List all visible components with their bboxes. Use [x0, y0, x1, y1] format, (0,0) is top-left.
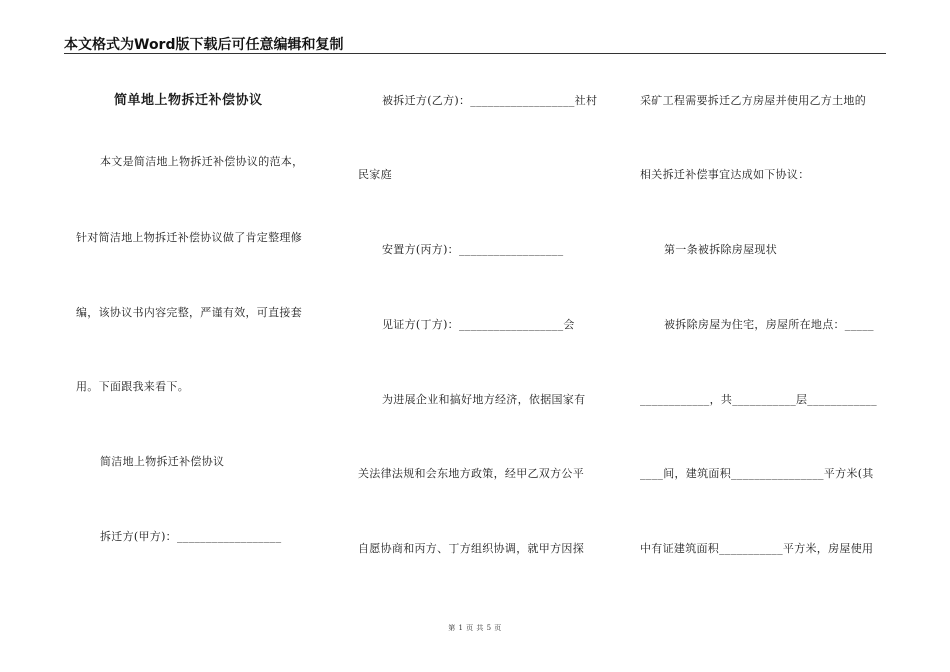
paragraph-line: 相关拆迁补偿事宜达成如下协议：: [640, 168, 810, 181]
paragraph-line: 为进展企业和搞好地方经济，依据国家有: [382, 393, 586, 406]
document-header: 本文格式为Word版下载后可任意编辑和复制: [64, 37, 344, 53]
document-title: 简单地上物拆迁补偿协议: [114, 93, 263, 108]
section-heading: 第一条被拆除房屋现状: [664, 243, 777, 256]
paragraph-line: 编，该协议书内容完整，严谨有效，可直接套: [76, 306, 302, 319]
paragraph-line: ____________，共___________层____________: [640, 393, 877, 406]
party-a-line: 拆迁方(甲方)：__________________: [100, 530, 282, 543]
paragraph-line: 民家庭: [358, 168, 392, 181]
party-d-line: 见证方(丁方)：__________________会: [382, 318, 575, 331]
party-c-line: 安置方(丙方)：__________________: [382, 243, 564, 256]
header-divider: [64, 53, 886, 54]
paragraph-line: 自愿协商和丙方、丁方组织协调，就甲方因探: [358, 542, 584, 555]
party-b-line: 被拆迁方(乙方)：__________________社村: [382, 94, 598, 107]
paragraph-line: 关法律法规和会东地方政策，经甲乙双方公平: [358, 467, 584, 480]
paragraph-line: 针对简洁地上物拆迁补偿协议做了肯定整理修: [76, 231, 302, 244]
page-number: 第 1 页 共 5 页: [448, 624, 502, 632]
agreement-subtitle: 简洁地上物拆迁补偿协议: [100, 455, 225, 468]
paragraph-line: 中有证建筑面积___________平方米，房屋使用: [640, 542, 874, 555]
paragraph-line: 用。下面跟我来看下。: [76, 380, 189, 393]
paragraph-line: 本文是简洁地上物拆迁补偿协议的范本，: [100, 155, 304, 168]
paragraph-line: 被拆除房屋为住宅，房屋所在地点：_____: [664, 318, 874, 331]
paragraph-line: 采矿工程需要拆迁乙方房屋并使用乙方土地的: [640, 94, 866, 107]
paragraph-line: ____间，建筑面积________________平方米(其: [640, 467, 874, 480]
